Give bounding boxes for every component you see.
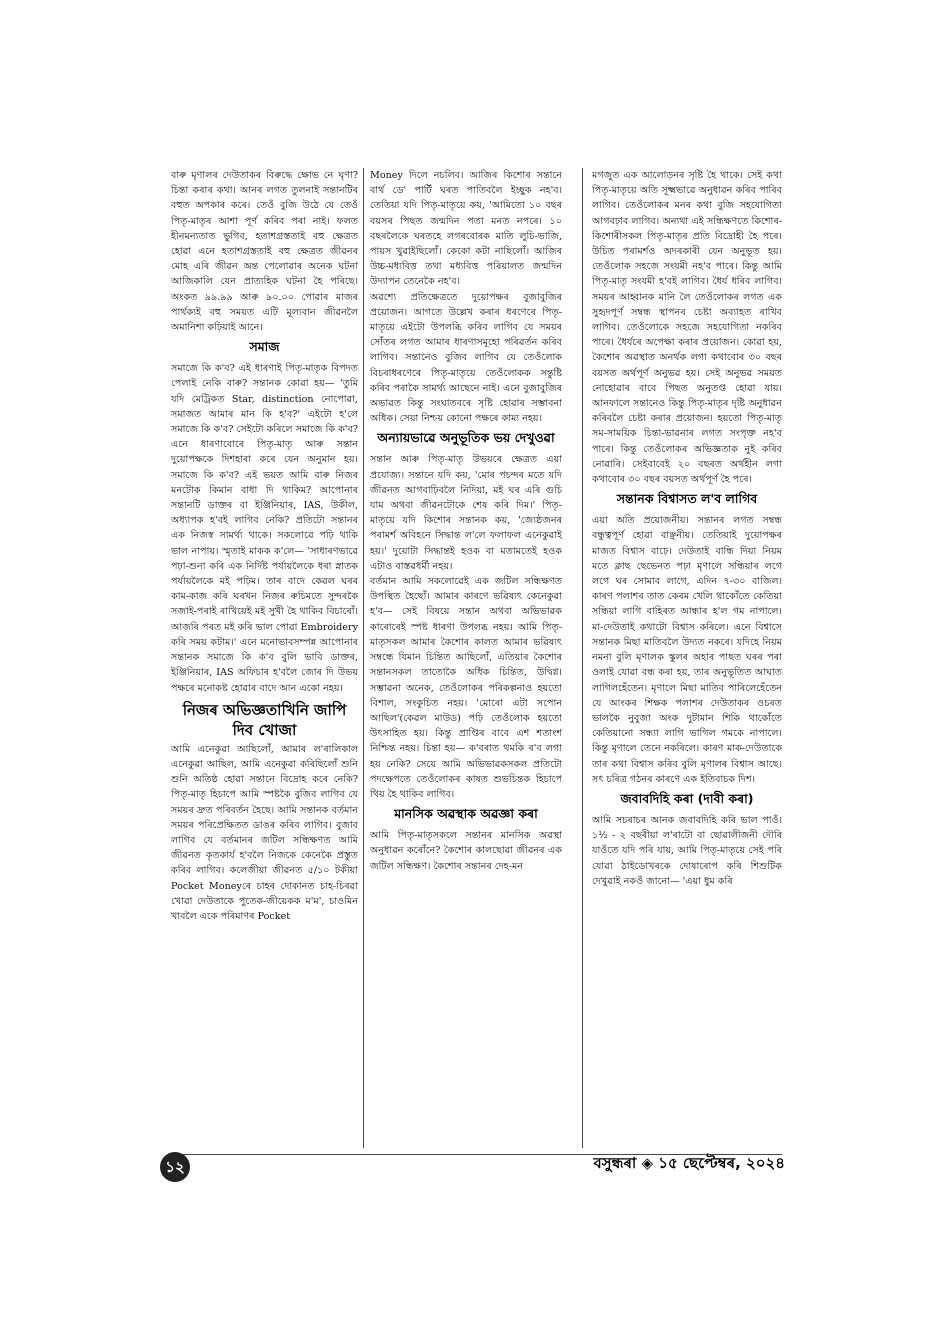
column-3: [592, 168, 782, 889]
paragraph: আমি সচৰাচৰ আনক জবাবদিহি কৰি ভাল পাওঁ। ১½ - ২ বছৰীয়া ল'ৰাটো বা ছোৱালীজনী দৌৰি যাওঁতে যদি পৰি যায়, আমি পিতৃ-মাতৃয়ে সেই পৰি যোৱা ঠাইডোখৰকে দোষাৰোপ কৰি শিশুটিক দেখুৱাই নকওঁ জানো— 'এয়া ধুম কৰি: [592, 814, 782, 887]
paragraph: অৱশ্যে প্ৰতিক্ষেত্ৰতে দুয়োপক্ষৰ বুজাবুজিৰ প্ৰয়োজন। আগতে উল্লেখ কৰাৰ ধৰণেৰে পিতৃ-মাতৃয়ে এইটো উপলব্ধি কৰিব লাগিব যে সময়ৰ সোঁতৰ লগত আমাৰ ধাৰণাসমূহো পৰিৱৰ্তন কৰিব লাগিব। সন্তানেও বুজিব লাগিব যে তেওঁলোক বিচৰাধৰণেৰে পিতৃ-মাতৃয়ে তেওঁলোকক সন্তুষ্টি কৰিব পৰাকৈ সামৰ্থ্য আছেনে নাই। এনে বুজাবুজিৰ অভাৱত কিন্তু সংঘাতবৰে সৃষ্টি হোৱাৰ সম্ভাবনা অধিক। সেয়া নিশ্চয় কোনো পক্ষৰে কাম্য নহয়।: [370, 291, 562, 425]
paragraph: সমাজে কি ক'ব? এই ধাৰণাই পিতৃ-মাতৃক বিপদত পেলাই নেকি বাৰু? সন্তানক কোৱা হয়— 'তুমি যদি মেট্ৰিকত Star, distinction নোপোৱা, সমাজত আমাৰ মান কি হ'ব?' এইটো হ'লে সমাজে কি ক'ব? সেইটো কৰিলে সমাজে কি ক'ব? এনে ধাৰণাবোৰে পিতৃ-মাতৃ আৰু সন্তান দুয়োপক্ষকে দিশহাৰা কৰে যেন অনুমান হয়। সমাজে কি ক'ব? এই ভয়ত আমি বাৰু নিজৰ মনটোক কিমান বাধা দি থাকিম? আপোনাৰ সন্তানটি ডাক্তৰ বা ইঞ্জিনিয়াৰ, IAS, উকীল, অধ্যাপক হ'বই লাগিব নেকি? প্ৰতিটো সন্তানৰ এক নিজস্ব সামৰ্থ্য থাকে। সকলোৱে পঢ়ি থাকি ভাল নাপায়। স্মৃতাই মাকক ক'লে— 'সাধাৰণভাৱে পঢ়া-শুনা কৰি এক নিৰ্দিষ্ট পৰ্যায়লৈকে ধৰা স্নাতক পৰ্যায়লৈকে মই পঢ়িম। তাৰ বাদে কেৱল ঘৰৰ কাম-কাজ কৰি ঘৰখন নিজৰ ৰুচিমতে সুন্দৰকৈ সজাই-পৰাই ৰাখিয়েই মই সুখী হৈ থাকিব বিচাৰোঁ। আজৰি পৰত মই কৰি ভাল পোৱা Embroidery কৰি সময় কটাম।' এনে মনোভাবসম্পন্ন আপোনাৰ সন্তানক সমাজে কি ক'ব বুলি ভাবি ডাক্তৰ, ইঞ্জিনিয়াৰ, IAS অফিচাৰ হ'বলৈ জোৰ দি উভয় পক্ষৰে মনোকষ্ট হোৱাৰ বাদে আন একো নহয়।: [171, 363, 358, 694]
paragraph: Money দিলে নচলিব। আজিৰ কিশোৰ সন্তানে বাৰ্থ ডে' পাৰ্টি ঘৰত পাতিবলৈ ইচ্ছুক নহ'ব। তেতিয়া যদি পিতৃ-মাতৃয়ে কয়, 'আমিতো ১০ বছৰ বয়সৰ পিছত জন্মদিন পতা মনত নপৰে। ১০ বছৰলৈকে ঘৰতহে লগৰবোৰক মাতি লুচি-ভাজি, পায়স খুৱাইছিলোঁ। কেকো কটা নাছিলোঁ। আজিৰ উচ্চ-মধ্যবিত্ত তথা মধ্যবিত্ত পৰিয়ালত জন্মদিন উদ্যাপন তেনেকৈ নহ'ব।: [370, 170, 562, 288]
paragraph: মগজুত এক আলোড়নৰ সৃষ্টি হৈ থাকে। সেই কথা পিতৃ-মাতৃয়ে অতি সূক্ষ্মভাৱে অনুধাৱন কৰিব পাৰিব লাগিব। তেওঁলোকৰ মনৰ কথা বুজি সহযোগিতা আগবঢ়াব লাগিব। অন্যথা এই সন্ধিক্ষণতে কিশোৰ-কিশোৰীসকল পিতৃ-মাতৃৰ প্ৰতি বিদ্ৰোহী হৈ পৰে। উচিত পৰামৰ্শও অদৰকাৰী যেন অনুভূত হয়। তেওঁলোক সহজে সংযমী নহ'ব পাৰে। কিন্তু আমি পিতৃ-মাতৃ সংযমী হ'বই লাগিব। ধৈৰ্য ধৰিব লাগিব। সময়ৰ আহ্বানক মানি লৈ তেওঁলোকৰ লগত এক সুহৃদপূৰ্ণ সম্বন্ধ স্থাপনৰ চেষ্টা অব্যাহত ৰাখিব লাগিব। তেওঁলোকে সহজে সহযোগিতা নকৰিব পাৰে। ধৈৰ্যৰে অপেক্ষা কৰাৰ প্ৰয়োজন। কোৱা হয়, কৈশোৰ অৱস্থাত অনৰ্থক লগা কথাবোৰ ৩০ বছৰ বয়সত অৰ্থপূৰ্ণ অনুভৱ হয়। সেই অনুভৱ সময়ত নোহোৱাৰ বাবে পিছত অনুতপ্ত হোৱা যায়। আনফালে সন্তানেও কিন্তু পিতৃ-মাতৃৰ দৃষ্টি অনুধাৱন কৰিবলৈ চেষ্টা কৰাৰ প্ৰয়োজন। হয়তো পিতৃ-মাতৃ সম-সাময়িক চিন্তা-ভাৱনাৰ লগত সংপৃক্ত নহ'ব পাৰে। কিন্তু তেওঁলোকৰ অভিজ্ঞতাক নুই কৰিব নোৱাৰি। সেইবাবেই ২০ বছৰত অৰ্থহীন লগা কথাবোৰ ৩০ বছৰ বয়সত অৰ্থপূৰ্ণ হৈ পৰে।: [592, 170, 782, 486]
page-number: ১২: [160, 1152, 190, 1182]
section-heading-accountability: জবাবদিহি কৰা (দাবী কৰা): [620, 790, 754, 806]
column-divider-1: [363, 168, 364, 1148]
section-heading-trust: সন্তানক বিশ্বাসত ল'ব লাগিব: [616, 491, 758, 507]
section-heading-mental-state: মানসিক অৱস্থাক অৱজ্ঞা কৰা: [394, 806, 538, 822]
section-heading-fear: অন্যায়ভাৱে অনুভূতিক ভয় দেখুওৱা: [377, 430, 555, 446]
column-1: [171, 168, 358, 924]
column-divider-2: [582, 168, 583, 1148]
paragraph: সন্তান আৰু পিতৃ-মাতৃ উভয়ৰে ক্ষেত্ৰত এয়া প্ৰযোজ্য। সন্তানে যদি কয়, 'মোৰ পচন্দৰ মতে যদি জীৱনত আগবাঢ়িবলৈ নিদিয়া, মই ঘৰ এৰি গুচি যাম অথবা জীৱনটোকে শেষ কৰি দিম।' পিতৃ-মাতৃয়ে যদি কিশোৰ সন্তানক কয়, 'জ্যেষ্ঠজনৰ পৰামৰ্শ অবিহনে সিদ্ধান্ত ল'লে ফলাফল এনেকুৱাই হয়।' দুয়োটা সিদ্ধান্তই হওক বা মতামতেই হওক এটাও বাস্তৱধৰ্মী নহয়।: [370, 454, 562, 572]
paragraph: এয়া অতি প্ৰয়োজনীয়। সন্তানৰ লগত সম্বন্ধ বন্ধুত্বপূৰ্ণ হোৱা বাঞ্ছনীয়। তেতিয়াই দুয়োপক্ষৰ মাজত বিশ্বাস বাঢ়ে। দেউতাই বান্ধি দিয়া নিয়ম মতে ক্লাছ ছেভেনত পঢ়া মৃণালে সন্ধিয়াৰ লগে লগে ঘৰ সোমাব লাগে, এদিন ৭-৩০ বাজিল। কাৰণ পলাশৰ তাত কেৰম খেলি থাকোঁতে কেতিয়া সন্ধিয়া লাগি বাহিৰত আন্ধাৰ হ'ল গম নাপালে। মা-দেউতাই কথাটো বিশ্বাস কৰিলে। এনে বিশ্বাসে সন্তানক মিছা মাতিবলৈ উদ্যত নকৰে। যদিহে নিয়ম নমনা বুলি মৃণালক স্কুলৰ অহাৰ পাছত ঘৰৰ পৰা ওলাই যোৱা বন্ধ কৰা হয়, তাৰ অনুভূতিত আঘাত লাগিলহেঁতেন। মৃণালে মিছা মাতিব পাৰিলেহেঁতেন যে আংকৰ শিক্ষক পলাশৰ দেউতাকৰ ওচৰত ভালকৈ নুবুজা অংক দুটামান শিকি থাকোঁতে কেতিয়ানো সন্ধ্যা লাগি ভাগিল গমকে নাপালে। কিন্তু মৃণালে তেনে নকৰিলে। কাৰণ মাক-দেউতাকে তাৰ কথা বিশ্বাস কৰিব বুলি মৃণালৰ বিশ্বাস আছে। সৎ চৰিত্ৰ গঠনৰ কাৰণে এক ইতিবাচক দিশ।: [592, 515, 782, 785]
column-2: [370, 168, 562, 874]
paragraph: আমি এনেকুৱা আছিলোঁ, আমাৰ ল'ৰালিকাল এনেকুৱা আছিল, আমি এনেকুৱা কৰিছিলোঁ শুনি শুনি অতিষ্ঠ হোৱা সন্তানে বিদ্ৰোহ কৰে নেকি? পিতৃ-মাতৃ হিচাপে আমি স্পষ্টকৈ বুজিব লাগিব যে সময়ৰ দ্ৰুত পৰিবৰ্তন হৈছে। আমি সন্তানক বৰ্তমান সময়ৰ পৰিপ্ৰেক্ষিতত ডাঙৰ কৰিব লাগিব। বুজাব লাগিব যে বৰ্তমানৰ জটিল সন্ধিক্ষণত আমি জীৱনত কৃতকাৰ্য হ'বলৈ নিজকে কেনেকৈ প্ৰস্তুত কৰিব লাগিব। কলেজীয়া জীৱনত ৫/১০ টকীয়া Pocket Moneyৰে চাহৰ দোকানত চাহ-চিৰৱা খোৱা দেউতাকে পুতেক-জীয়েকক ম'ম', চাওমিন খাবলৈ একে পৰিমাণৰ Pocket: [171, 743, 358, 922]
paragraph: বাৰু মৃণালৰ দেউতাকৰ বিৰুদ্ধে ক্ষোভ নে ঘৃণা? চিন্তা কৰাৰ কথা। আনৰ লগত তুলনাই সন্তানটিৰ বহুত অপকাৰ কৰে। তেওঁ বুজি উঠে যে তেওঁ পিতৃ-মাতৃৰ আশা পূৰ্ণ কৰিব পৰা নাই। ফলত হীনমন্যতাত ভুগিব, হতাশগ্ৰস্ততাই বহু ক্ষেত্ৰত হোৱা এনে হতাশগ্ৰস্ততাই বহু ক্ষেত্ৰত জীৱনৰ মোহ এৰি জীৱন অন্ত পেলোৱাৰ অনেক ঘটনা আজিকালি যেন প্ৰাত্যহিক ঘটনা হৈ পৰিছে। অংকত ৯৯.৯৯ আৰু ৯০.০০ পোৱাৰ মাজৰ পাৰ্থক্যই বহু সময়ত এটি মূল্যবান জীৱনলৈ অমানিশা কঢ়িয়াই আনে।: [171, 170, 358, 334]
section-heading-samaj: সমাজ: [249, 339, 280, 355]
paragraph: বৰ্তমান আমি সকলোৱেই এক জটিল সন্ধিক্ষণত উপস্থিত হৈছোঁ। আমাৰ কাৰণে ভৱিষ্যৎ কেনেকুৱা হ'ব— সেই বিষয়ে সন্তান অথবা অভিভাৱক কাৰোৰেই স্পষ্ট ধাৰণা উপলব্ধ নহয়। আমি পিতৃ-মাতৃসকল আমাৰ কৈশোৰ কালত আমাৰ ভৱিষ্যৎ সম্বন্ধে যিমান চিন্তিত আছিলোঁ, এতিয়াৰ কৈশোৰ সন্তানসকল তাতোকৈ অধিক চিন্তিত, উদ্বিগ্ন। সম্ভাৱনা অনেক, তেওঁলোকৰ পৰিকল্পনাও হয়তো বিশাল, সংকুচিত নহয়। 'মোৰো এটা সপোন আছিল'(কেৱল মাউড) পঢ়ি তেওঁলোক হয়তো উৎসাহিত হয়। কিন্তু প্ৰাপ্তিৰ বাবে এশ শতাংশ নিশ্চিন্ত নহয়। চিন্তা হয়— ক'বৰাত থমকি ৰ'ব লগা হয় নেকি? সেয়ে আমি অভিভাৱকসকল প্ৰতিটো পদক্ষেপতে তেওঁলোকৰ কাষত শুভচিন্তক হিচাপে থিয় হৈ থাকিব লাগিব।: [370, 576, 562, 800]
paragraph: আমি পিতৃ-মাতৃসকলে সন্তানৰ মানসিক অৱস্থা অনুধাৱন কৰোঁনে? কৈশোৰ কালছোৱা জীৱনৰ এক জটিল সন্ধিক্ষণ। কৈশোৰ সন্তানৰ দেহ-মন: [370, 830, 562, 872]
masthead-date: বসুন্ধৰা ◈ ১৫ ছেপ্টেম্বৰ, ২০২৪: [593, 1154, 785, 1172]
section-heading-experience: নিজৰ অভিজ্ঞতাখিনি জাপি দিব খোজা: [182, 700, 347, 739]
